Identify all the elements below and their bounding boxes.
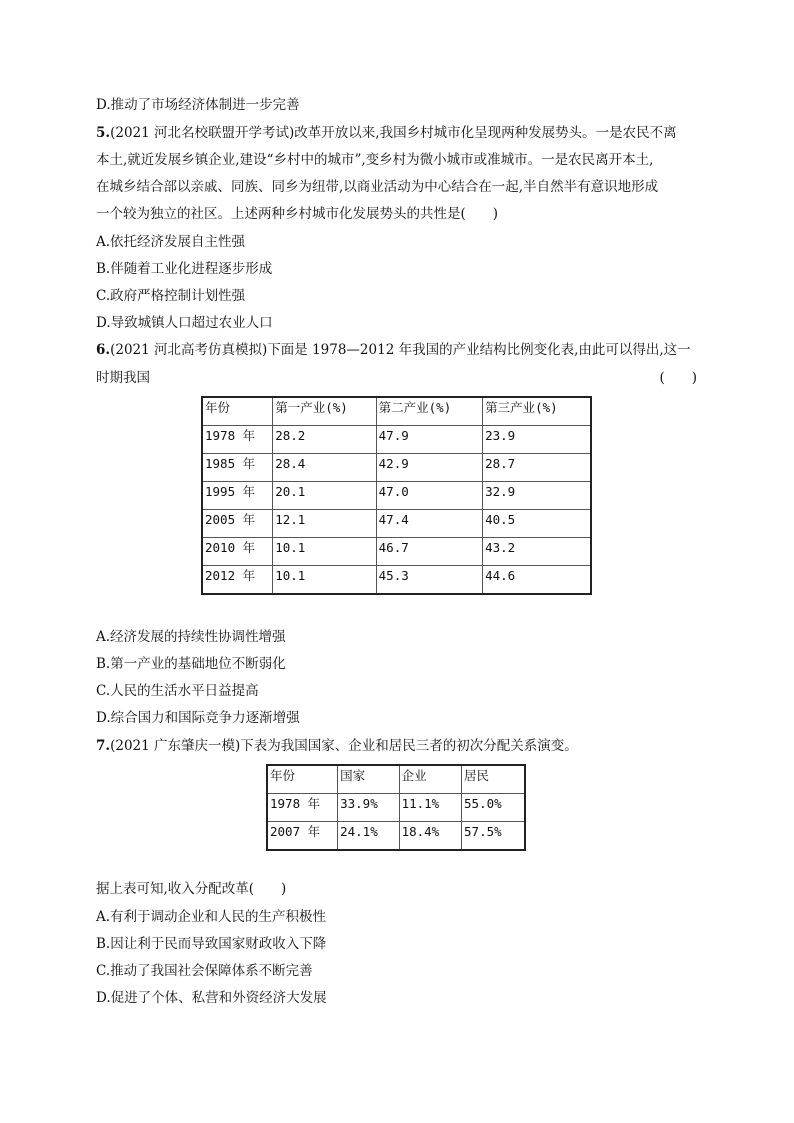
table-cell: 47.0 — [376, 482, 482, 510]
q6-option-a: A.经济发展的持续性协调性增强 — [96, 629, 286, 645]
q5-option-d: D.导致城镇人口超过农业人口 — [96, 315, 273, 331]
q5-line-1 — [96, 124, 677, 142]
q7-option-c: C.推动了我国社会保障体系不断完善 — [96, 963, 313, 979]
table-row — [202, 510, 591, 538]
table-cell: 45.3 — [376, 566, 482, 595]
table-cell: 11.1% — [399, 794, 461, 822]
table-cell: 28.4 — [273, 454, 376, 482]
q7-option-b: B.因让利于民而导致国家财政收入下降 — [96, 936, 327, 952]
table-cell: 28.2 — [273, 426, 376, 454]
table-cell: 46.7 — [376, 538, 482, 566]
q7-option-d: D.促进了个体、私营和外资经济大发展 — [96, 990, 327, 1006]
table-cell: 10.1 — [273, 538, 376, 566]
table-cell: 42.9 — [376, 454, 482, 482]
table-header-cell: 企业 — [399, 765, 461, 794]
table-cell: 18.4% — [399, 822, 461, 851]
table-cell: 47.4 — [376, 510, 482, 538]
q6-answer-paren: ( ) — [659, 370, 697, 386]
table-cell: 2007 年 — [267, 822, 338, 851]
table-row — [202, 538, 591, 566]
q7-stem: 据上表可知,收入分配改革( ) — [96, 881, 287, 897]
table-cell: 12.1 — [273, 510, 376, 538]
table-header-cell: 国家 — [338, 765, 399, 794]
q6-option-d: D.综合国力和国际竞争力逐渐增强 — [96, 710, 300, 726]
q5-text-1: (2021 河北名校联盟开学考试)改革开放以来,我国乡村城市化呈现两种发展势头。一是农民不离 — [110, 125, 677, 141]
q6-line-2: 时期我国 — [96, 370, 150, 386]
q5-number: 5. — [96, 125, 111, 141]
q5-line-2: 本土,就近发展乡镇企业,建设“乡村中的城市”,变乡村为微小城市或准城市。一是农民离开本土, — [96, 152, 654, 168]
q7-distribution-table — [266, 764, 526, 851]
table-cell: 24.1% — [338, 822, 399, 851]
table-cell: 2005 年 — [202, 510, 273, 538]
table-row — [202, 426, 591, 454]
q5-line-3: 在城乡结合部以亲戚、同族、同乡为纽带,以商业活动为中心结合在一起,半自然半有意识地形成 — [96, 179, 659, 195]
table-cell: 44.6 — [483, 566, 591, 595]
table-header-cell: 第二产业(%) — [376, 397, 482, 426]
q7-intro: (2021 广东肇庆一模)下表为我国国家、企业和居民三者的初次分配关系演变。 — [110, 738, 578, 754]
q5-option-b: B.伴随着工业化进程逐步形成 — [96, 261, 273, 277]
table-header-cell: 第三产业(%) — [483, 397, 591, 426]
table-row — [202, 454, 591, 482]
table-cell: 1995 年 — [202, 482, 273, 510]
table-header-cell: 年份 — [267, 765, 338, 794]
table-cell: 47.9 — [376, 426, 482, 454]
table-cell: 40.5 — [483, 510, 591, 538]
q7-option-a: A.有利于调动企业和人民的生产积极性 — [96, 909, 327, 925]
q6-option-c: C.人民的生活水平日益提高 — [96, 683, 259, 699]
q7-line-1 — [96, 737, 578, 755]
prev-question-option-d: D.推动了市场经济体制进一步完善 — [96, 97, 300, 113]
q6-line-1 — [96, 341, 691, 359]
table-cell: 28.7 — [483, 454, 591, 482]
table-cell: 1985 年 — [202, 454, 273, 482]
table-cell: 57.5% — [462, 822, 525, 851]
table-cell: 33.9% — [338, 794, 399, 822]
table-header-row — [267, 765, 525, 794]
table-header-cell: 年份 — [202, 397, 273, 426]
table-cell: 1978 年 — [267, 794, 338, 822]
table-cell: 23.9 — [483, 426, 591, 454]
q6-number: 6. — [96, 342, 111, 358]
table-cell: 2012 年 — [202, 566, 273, 595]
table-header-row — [202, 397, 591, 426]
q5-option-a: A.依托经济发展自主性强 — [96, 234, 246, 250]
table-row — [202, 566, 591, 595]
table-header-cell: 第一产业(%) — [273, 397, 376, 426]
q5-line-4: 一个较为独立的社区。上述两种乡村城市化发展势头的共性是( ) — [96, 206, 499, 222]
table-cell: 2010 年 — [202, 538, 273, 566]
q7-number: 7. — [96, 738, 111, 754]
q6-text-1: (2021 河北高考仿真模拟)下面是 1978—2012 年我国的产业结构比例变化表,由此可以得出,这一 — [110, 342, 691, 358]
table-cell: 1978 年 — [202, 426, 273, 454]
table-header-cell: 居民 — [462, 765, 525, 794]
table-row — [267, 794, 525, 822]
table-cell: 10.1 — [273, 566, 376, 595]
table-cell: 55.0% — [462, 794, 525, 822]
q6-industry-table — [201, 396, 592, 595]
table-cell: 20.1 — [273, 482, 376, 510]
table-row — [267, 822, 525, 851]
q6-option-b: B.第一产业的基础地位不断弱化 — [96, 656, 286, 672]
table-cell: 32.9 — [483, 482, 591, 510]
table-cell: 43.2 — [483, 538, 591, 566]
table-row — [202, 482, 591, 510]
q5-option-c: C.政府严格控制计划性强 — [96, 288, 246, 304]
